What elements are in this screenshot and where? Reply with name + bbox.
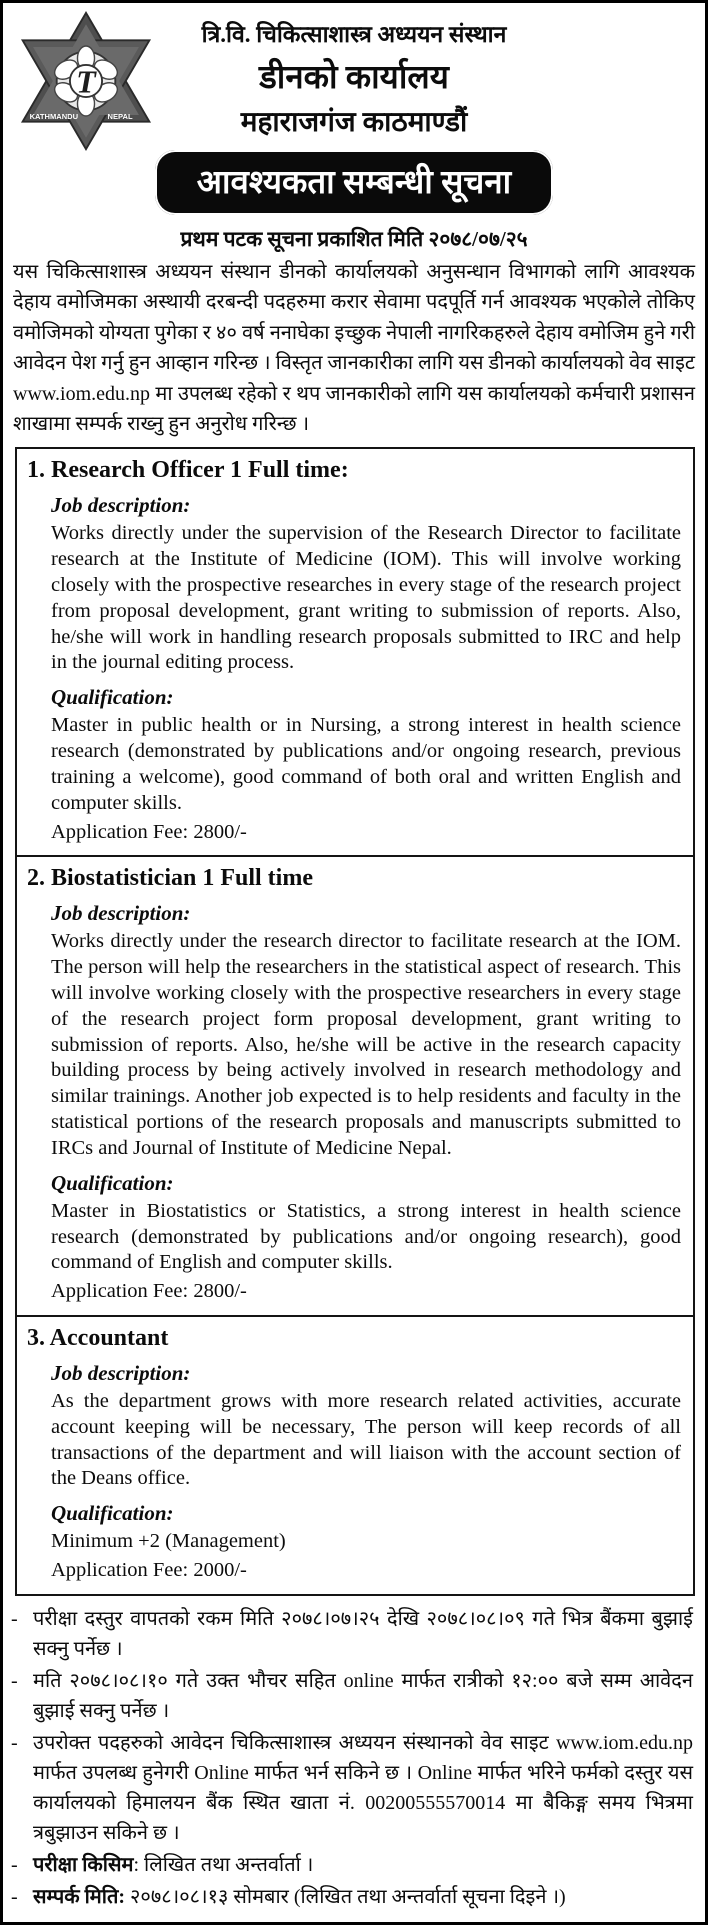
job-body [51, 493, 681, 845]
application-fee: Application Fee: 2800/- [51, 1280, 247, 1303]
note-body: २०७८।०८।१३ सोमबार (लिखित तथा अन्तर्वार्ता सूचना दिइने ।) [125, 1885, 566, 1908]
qualification-label: Qualification: [51, 685, 174, 710]
vacancies-box [15, 447, 695, 1595]
notice-title-badge: आवश्यकता सम्बन्धी सूचना [155, 150, 553, 215]
dash-marker: - [11, 1853, 18, 1876]
job-description-text: As the department grows with more research related activities, accurate account keeping will be necessary, The person will keep records of all transactions of the department and will liaison with the account section of the Deans office. [51, 1389, 681, 1490]
job-biostatistician [17, 855, 693, 1315]
note-text [33, 1850, 693, 1880]
job-accountant [17, 1315, 693, 1594]
logo-kathmandu-label: KATHMANDU [29, 111, 79, 121]
application-fee: Application Fee: 2000/- [51, 1558, 247, 1581]
dash-marker: - [11, 1731, 18, 1754]
note-online-deadline [11, 1666, 693, 1726]
note-exam-type [11, 1850, 693, 1880]
job-description-text: Works directly under the supervision of the Research Director to facilitate research at the Institute of Medicine (IOM). This will involve working closely with the prospective researches in every stage of the research project from proposal development, grant writing to submission of reports. Also, he/she will work in handling research proposals submitted to IRC and help in the journal editing process. [51, 522, 681, 674]
qualification-text: Minimum +2 (Management) [51, 1530, 286, 1553]
note-body: उपरोक्त पदहरुको आवेदन चिकित्साशास्त्र अध्ययन संस्थानको वेव साइट www.iom.edu.np मार्फत उपलब्ध हुनेगरी Online मार्फत भर्न सकिने छ । Online मार्फत भरिने फर्मको दस्तुर यस कार्यालयको हिमालयन बैंक स्थित खाता नं. 00200555570014 मा बैकिङ्ग समय भित्रमा त्रबुझाउन सकिने छ । [33, 1731, 693, 1844]
note-contact-date [11, 1882, 693, 1912]
intro-paragraph: यस चिकित्साशास्त्र अध्ययन संस्थान डीनको कार्यालयको अनुसन्धान विभागको लागि आवश्यक देहाय वमोजिमका अस्थायी दरबन्दी पदहरुमा करार सेवामा पदपूर्ति गर्न आवश्यक भएकोले तोकिए वमोजिमको योग्यता पुगेका र ४० वर्ष ननाघेका इच्छुक नेपाली नागरिकहरुले देहाय वमोजिम हुने गरी आवेदन पेश गर्नु हुन आव्हान गरिन्छ । विस्तृत जानकारीका लागि यस डीनको कार्यालयको वेव साइट www.iom.edu.np मा उपलब्ध रहेको र थप जानकारीको लागि यस कार्यालयको कर्मचारी प्रशासन शाखामा सम्पर्क राख्नु हुन अनुरोध गरिन्छ । [13, 261, 695, 435]
qualification-text: Master in Biostatistics or Statistics, a strong interest in health science research (demonstrated by publications and/or ongoing research), good command of English and computer skills. [51, 1199, 681, 1274]
footer-notes [11, 1604, 693, 1912]
job-title: 2. Biostatistician 1 Full time [27, 865, 313, 892]
job-title: 3. Accountant [27, 1324, 169, 1351]
note-fee-payment-period [11, 1604, 693, 1664]
note-lead: परीक्षा किसिम [33, 1853, 134, 1876]
qualification-text: Master in public health or in Nursing, a strong interest in health science research (demonstrated by publications and/or ongoing research, previous training a welcome), good command of both oral and written English and computer skills. [51, 714, 681, 814]
dash-marker: - [11, 1607, 18, 1630]
qualification-label: Qualification: [51, 1501, 174, 1526]
job-description-label: Job description: [51, 1360, 191, 1385]
note-text [33, 1666, 693, 1726]
note-online-application-bank [11, 1728, 693, 1848]
job-body [51, 1361, 681, 1584]
qualification-label: Qualification: [51, 1170, 174, 1195]
logo-nepal-label: NEPAL [107, 111, 133, 121]
job-description-label: Job description: [51, 901, 191, 926]
office-location: महाराजगंज काठमाण्डौं [240, 107, 468, 138]
note-body: परीक्षा दस्तुर वापतको रकम मिति २०७८।०७।२५ देखि २०७८।०८।०९ गते भित्र बैंकमा बुझाई सक्नु पर्नेछ । [33, 1607, 693, 1660]
header [3, 3, 705, 253]
job-body [51, 901, 681, 1305]
job-description-text: Works directly under the research director to facilitate research at the IOM. The person will help the researchers in the statistical aspect of research. This will involve working closely with the prospective researchers in every stage of the research project form proposal development, grant writing to submission of reports. Also, he/she will be active in the research capacity building process by being actively involved in research methodology and similar trainings. Another job expected is to help residents and faculty in the statistical portions of the research proposals and manuscripts submitted to IRCs and Journal of Institute of Medicine Nepal. [51, 930, 681, 1159]
job-title: 1. Research Officer 1 Full time: [27, 457, 349, 484]
dash-marker: - [11, 1885, 18, 1908]
application-fee: Application Fee: 2800/- [51, 820, 247, 843]
note-lead: सम्पर्क मिति: [33, 1885, 126, 1908]
note-text [33, 1728, 693, 1848]
dash-marker: - [11, 1669, 18, 1692]
note-body: : लिखित तथा अन्तर्वार्ता । [133, 1853, 314, 1876]
published-date-line: प्रथम पटक सूचना प्रकाशित मिति २०७८/०७/२५ [180, 227, 528, 251]
note-text [33, 1882, 693, 1912]
tribhuvan-university-logo-icon [19, 11, 153, 151]
institute-name: त्रि.वि. चिकित्साशास्त्र अध्ययन संस्थान [201, 22, 507, 47]
job-description-label: Job description: [51, 493, 191, 518]
note-text [33, 1604, 693, 1664]
job-research-officer [17, 449, 693, 855]
note-body: मति २०७८।०८।१० गते उक्त भौचर सहित online मार्फत रात्रीको १२:०० बजे सम्म आवेदन बुझाई सक्नु पर्नेछ । [33, 1669, 693, 1722]
tu-monogram: T [76, 63, 96, 100]
office-name: डीनको कार्यालय [259, 60, 449, 96]
